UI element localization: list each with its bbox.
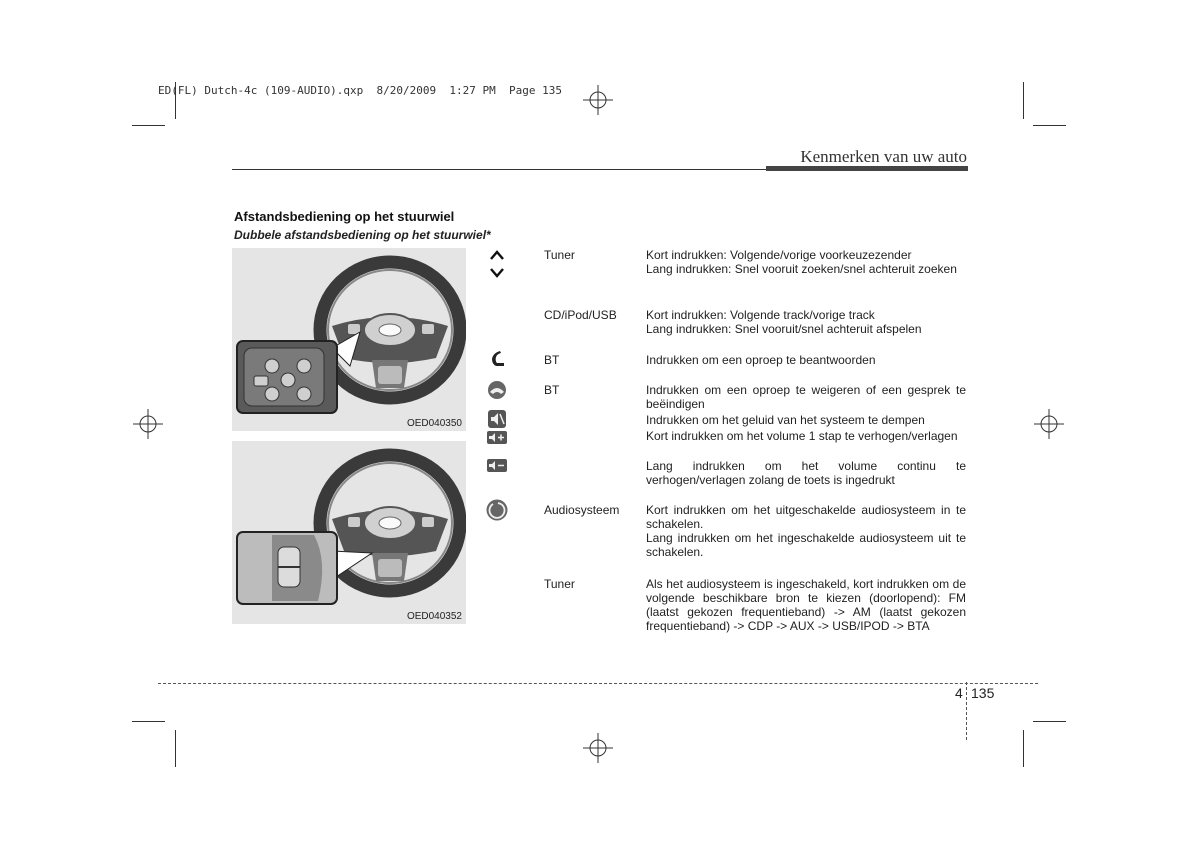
crop-mark: [1033, 721, 1066, 722]
page-number: 135: [971, 685, 995, 701]
registration-mark-icon: [133, 409, 163, 439]
function-row: [544, 383, 968, 411]
print-slug: ED(FL) Dutch-4c (109-AUDIO).qxp 8/20/2009 1:27 PM Page 135: [158, 84, 562, 97]
crop-mark: [1023, 82, 1024, 119]
function-description: [646, 577, 966, 633]
description-line: Kort indrukken: Volgende/vorige voorkeuzezender: [646, 248, 912, 262]
footer-rule: [158, 683, 1038, 684]
audio-source: BT: [544, 383, 560, 397]
mute-icon: [486, 409, 508, 429]
function-description: [646, 429, 966, 443]
crop-mark: [132, 721, 165, 722]
function-row: [544, 413, 968, 429]
description-line: Lang indrukken: Snel vooruit zoeken/snel achteruit zoeken: [646, 262, 957, 276]
function-description: [646, 413, 966, 427]
function-description: [646, 308, 966, 336]
description-line: Kort indrukken: Volgende track/vorige track: [646, 308, 875, 322]
function-row: [544, 577, 968, 649]
figure-label: OED040350: [406, 418, 462, 429]
page-subheading: Dubbele afstandsbediening op het stuurwiel*: [234, 228, 491, 242]
function-row: [544, 353, 968, 369]
crop-mark: [132, 125, 165, 126]
volume-down-icon: [486, 458, 508, 472]
steering-wheel-illustration: [232, 248, 466, 431]
description-line: Lang indrukken om het volume continu te verhogen/verlagen zolang de toets is ingedrukt: [646, 459, 966, 487]
page-heading: Afstandsbediening op het stuurwiel: [234, 209, 455, 224]
function-row: [544, 429, 968, 457]
function-row: [544, 308, 968, 338]
crop-mark: [1033, 125, 1066, 126]
header-rule: [232, 169, 766, 170]
phone-answer-icon: [486, 348, 508, 370]
function-row: [544, 459, 968, 487]
function-description: [646, 383, 966, 411]
registration-mark-icon: [583, 85, 613, 115]
function-row: [544, 248, 968, 292]
audio-source: Tuner: [544, 248, 575, 262]
description-line: Lang indrukken om het ingeschakelde audiosysteem uit te schakelen.: [646, 531, 966, 559]
description-line: Kort indrukken om het uitgeschakelde audiosysteem in te schakelen.: [646, 503, 966, 531]
description-line: Indrukken om een oproep te beantwoorden: [646, 353, 876, 367]
description-line: Als het audiosysteem is ingeschakeld, kort indrukken om de volgende beschikbare bron te kiezen (doorlopend): FM (laatst gekozen frequentieband) -> AM (laatst gekozen frequentieband) -> CDP -> AUX -> USB/IPOD -> BTA: [646, 577, 966, 633]
function-description: [646, 503, 966, 559]
chapter-number: 4: [955, 685, 963, 701]
audio-source: CD/iPod/USB: [544, 308, 617, 322]
audio-source: BT: [544, 353, 560, 367]
function-description: [646, 248, 966, 276]
power-mode-icon: [486, 498, 508, 522]
steering-wheel-figure: [232, 441, 466, 624]
description-line: Kort indrukken om het volume 1 stap te verhogen/verlagen: [646, 429, 958, 443]
up-down-chevron-icon: [486, 246, 508, 282]
crop-mark: [1023, 730, 1024, 767]
volume-up-icon: [486, 430, 508, 444]
steering-wheel-illustration: [232, 441, 466, 624]
section-title: Kenmerken van uw auto: [800, 147, 967, 166]
function-row: [544, 503, 968, 561]
function-description: [646, 353, 966, 367]
description-line: Lang indrukken: Snel vooruit/snel achteruit afspelen: [646, 322, 922, 336]
audio-source: Audiosysteem: [544, 503, 620, 517]
audio-source: Tuner: [544, 577, 575, 591]
registration-mark-icon: [1034, 409, 1064, 439]
description-line: Indrukken om een oproep te weigeren of een gesprek te beëindigen: [646, 383, 966, 411]
steering-wheel-figure: [232, 248, 466, 431]
crop-mark: [175, 730, 176, 767]
description-line: Indrukken om het geluid van het systeem te dempen: [646, 413, 925, 427]
registration-mark-icon: [583, 733, 613, 763]
page-number-separator: [966, 682, 968, 740]
figure-label: OED040352: [406, 611, 462, 622]
phone-hangup-icon: [486, 379, 508, 401]
header-rule-accent: [766, 166, 968, 171]
function-description: [646, 459, 966, 487]
